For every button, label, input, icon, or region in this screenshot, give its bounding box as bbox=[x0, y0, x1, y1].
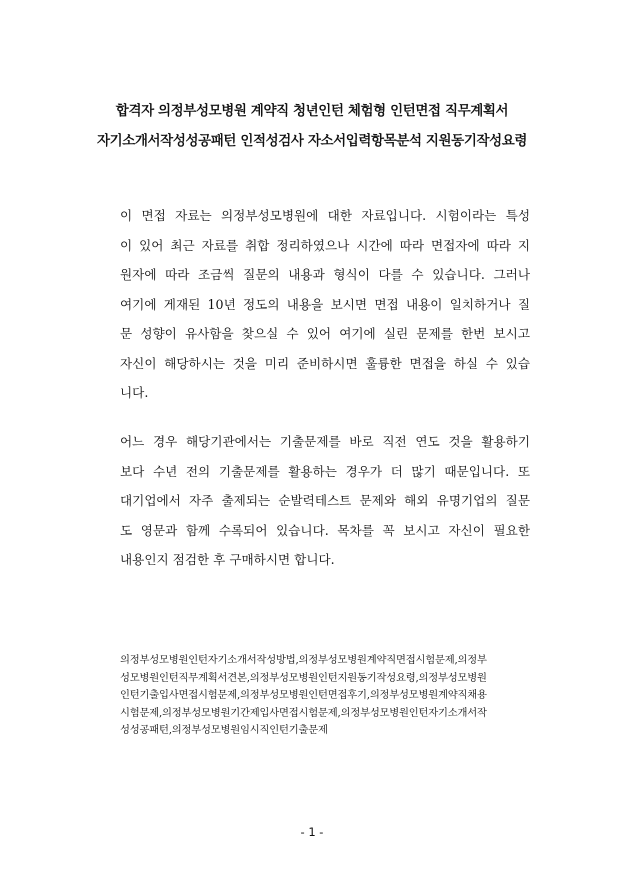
document-title-line-1: 합격자 의정부성모병원 계약직 청년인턴 체험형 인턴면접 직무계획서 bbox=[115, 103, 509, 119]
paragraph-line: 원자에 따라 조금씩 질문의 내용과 형식이 다를 수 있습니다. 그러나 bbox=[120, 267, 530, 282]
paragraph-line: 대기업에서 자주 출제되는 순발력테스트 문제와 해외 유명기업의 질문 bbox=[120, 493, 530, 508]
keyword-line: 성성공패턴,의정부성모병원임시직인턴기출문제 bbox=[120, 724, 328, 737]
paragraph-line: 도 영문과 함께 수록되어 있습니다. 목차를 꼭 보시고 자신이 필요한 bbox=[120, 522, 530, 538]
keyword-line: 의정부성모병원인턴자기소개서작성방법,의정부성모병원계약직면접시험문제,의정부 bbox=[120, 654, 487, 666]
paragraph-line: 내용인지 점검한 후 구매하시면 합니다. bbox=[120, 552, 335, 567]
keyword-line: 시험문제,의정부성모병원기간제입사면접시험문제,의정부성모병원인턴자기소개서작 bbox=[120, 706, 487, 719]
paragraph-line: 보다 수년 전의 기출문제를 활용하는 경우가 더 많기 때문입니다. 또 bbox=[120, 463, 530, 479]
page-number: - 1 - bbox=[300, 825, 324, 839]
paragraph-line: 문 성향이 유사함을 찾으실 수 있어 여기에 실린 문제를 한번 보시고 bbox=[120, 326, 530, 341]
second-paragraph bbox=[120, 427, 530, 575]
intro-paragraph bbox=[120, 201, 530, 408]
paragraph-line: 니다. bbox=[120, 385, 149, 400]
paragraph-line: 여기에 게재된 10년 정도의 내용을 보시면 면접 내용이 일치하거나 질 bbox=[120, 296, 530, 312]
paragraph-line: 이 있어 최근 자료를 취합 정리하였으나 시간에 따라 면접자에 따라 지 bbox=[120, 237, 530, 253]
keyword-list bbox=[120, 652, 530, 740]
paragraph-line: 어느 경우 해당기관에서는 기출문제를 바로 직전 연도 것을 활용하기 bbox=[120, 434, 530, 449]
document-title-line-2: 자기소개서작성성공패턴 인적성검사 자소서입력항목분석 지원동기작성요령 bbox=[96, 133, 528, 149]
paragraph-line: 이 면접 자료는 의정부성모병원에 대한 자료입니다. 시험이라는 특성 bbox=[120, 208, 530, 223]
keyword-line: 인턴기출입사면접시험문제,의정부성모병원인턴면접후기,의정부성모병원계약직채용 bbox=[120, 689, 487, 702]
keyword-line: 성모병원인턴직무계획서견본,의정부성모병원인턴지원동기작성요령,의정부성모병원 bbox=[120, 671, 487, 684]
paragraph-line: 자신이 해당하시는 것을 미리 준비하시면 훌륭한 면접을 하실 수 있습 bbox=[120, 355, 530, 371]
